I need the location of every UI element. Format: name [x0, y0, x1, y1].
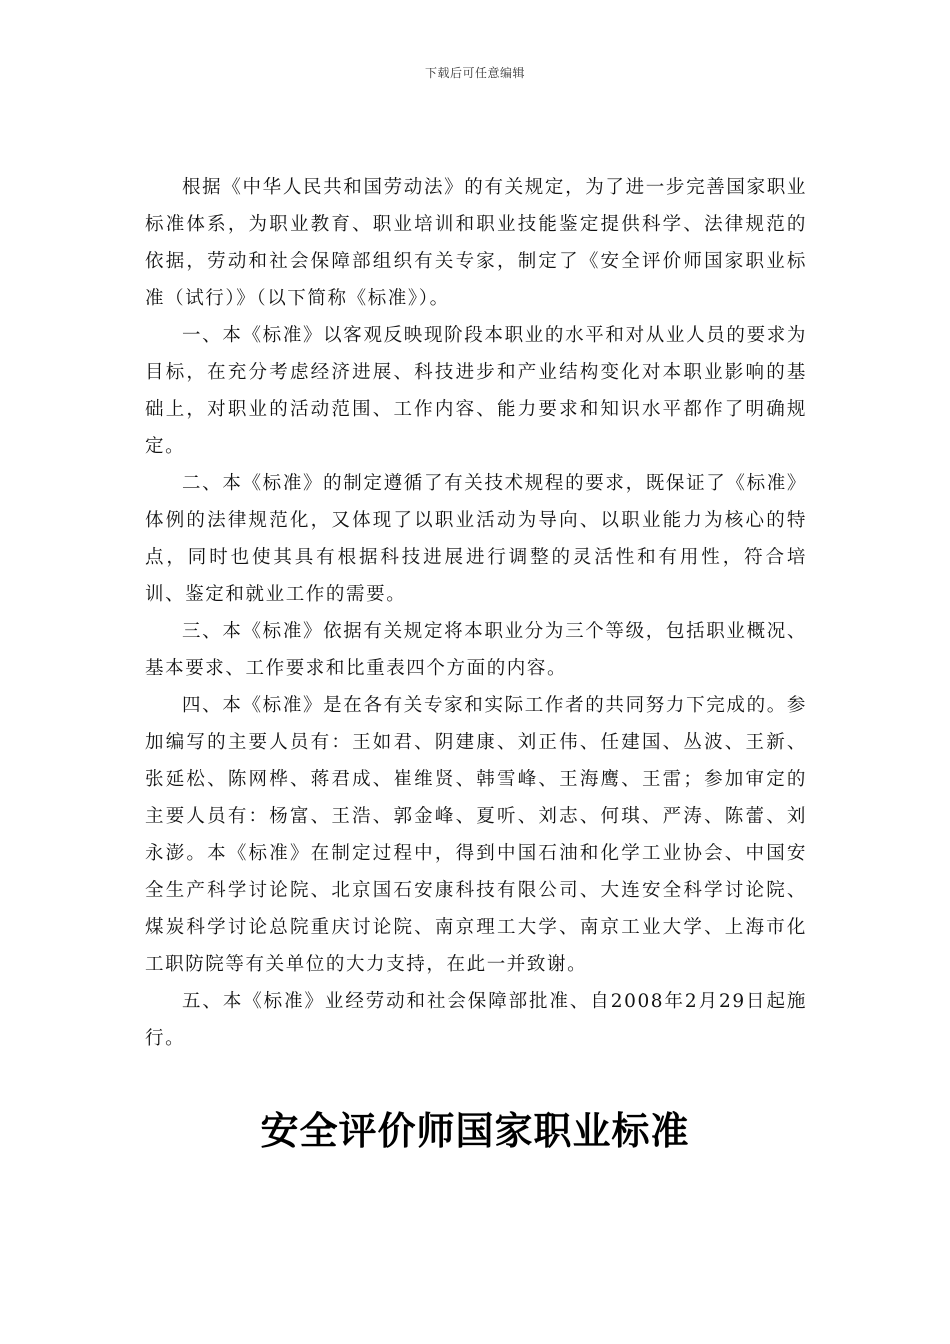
paragraph-item-5: 五、本《标准》业经劳动和社会保障部批准、自2008年2月29日起施行。 [145, 991, 807, 1049]
paragraph-item-4: 四、本《标准》是在各有关专家和实际工作者的共同努力下完成的。参加编写的主要人员有：王如君、阴建康、刘正伟、任建国、丛波、王新、张延松、陈网桦、蒋君成、崔维贤、韩雪峰、王海鹰、王雷；参加审定的主要人员有：杨富、王浩、郭金峰、夏听、刘志、何琪、严涛、陈蕾、刘永澎。本《标准》在制定过程中，得到中国石油和化学工业协会、中国安全生产科学讨论院、北京国石安康科技有限公司、大连安全科学讨论院、煤炭科学讨论总院重庆讨论院、南京理工大学、南京工业大学、上海市化工职防院等有关单位的大力支持，在此一并致谢。 [145, 695, 807, 975]
page-header: 下载后可任意编辑 [424, 66, 525, 80]
paragraph-item-3: 三、本《标准》依据有关规定将本职业分为三个等级，包括职业概况、基本要求、工作要求和比重表四个方面的内容。 [145, 621, 807, 679]
preface-body [145, 169, 807, 1057]
paragraph-intro: 根据《中华人民共和国劳动法》的有关规定，为了进一步完善国家职业标准体系，为职业教育、职业培训和职业技能鉴定提供科学、法律规范的依据，劳动和社会保障部组织有关专家，制定了《安全评价师国家职业标准（试行）》（以下简称《标准》）。 [145, 177, 807, 309]
paragraph-item-1: 一、本《标准》以客观反映现阶段本职业的水平和对从业人员的要求为目标，在充分考虑经济进展、科技进步和产业结构变化对本职业影响的基础上，对职业的活动范围、工作内容、能力要求和知识水平都作了明确规定。 [145, 325, 807, 457]
paragraph-item-2: 二、本《标准》的制定遵循了有关技术规程的要求，既保证了《标准》体例的法律规范化，又体现了以职业活动为导向、以职业能力为核心的特点，同时也使其具有根据科技进展进行调整的灵活性和有用性，符合培训、鉴定和就业工作的需要。 [145, 473, 807, 605]
document-title: 安全评价师国家职业标准 [260, 1109, 690, 1153]
